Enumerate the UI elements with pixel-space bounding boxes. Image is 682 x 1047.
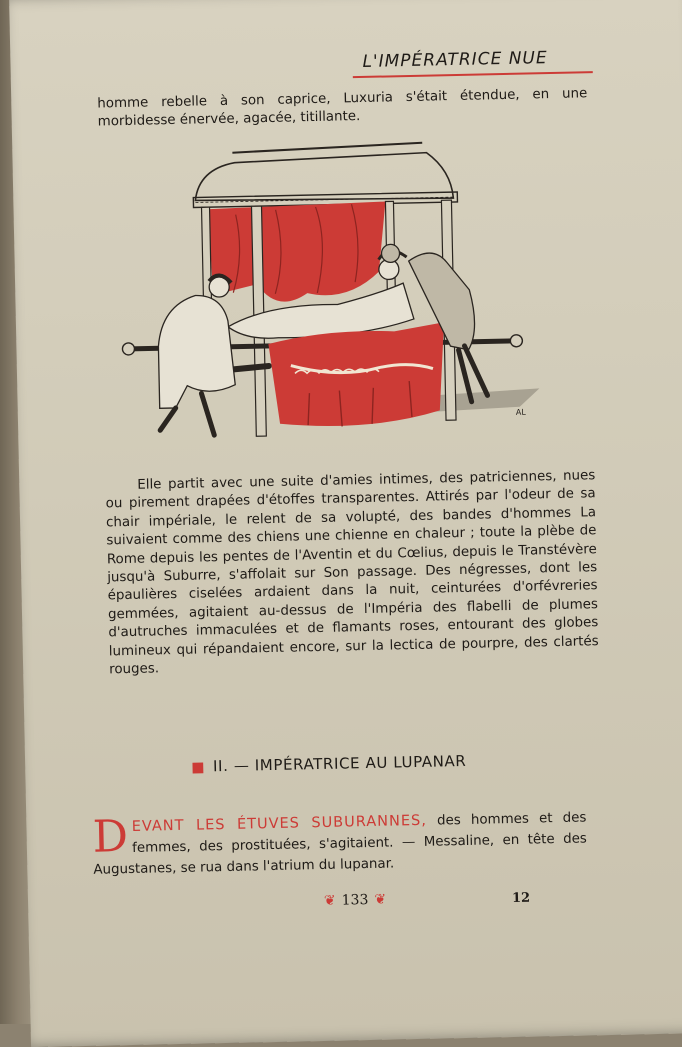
running-head-rule [353, 71, 593, 78]
bearer-left [157, 295, 235, 409]
section-heading [191, 751, 521, 776]
signature-mark: 12 [511, 890, 531, 907]
drop-cap: D [92, 811, 129, 863]
folio-ornament-right: ❦ [374, 891, 387, 908]
canopy-roof [194, 152, 453, 203]
folio [290, 891, 420, 910]
page-number: 133 [341, 892, 369, 909]
paragraph-procession: Elle partit avec une suite d'amies intimes, des patriciennes, nues ou pirement drapées d'étoffes transparentes. Attirés par l'odeur de sa chair impériale, le relent de sa volupté, des bandes d'hommes La suivaient comme des chiens une chienne en chaleur ; toute la plèbe de Rome depuis les pentes de l'Aventin et du Cœlius, depuis le Transtévère jusqu'à Suburre, s'affolait sur Son passage. Des négresses, dont les épaulières ciselées ardaient dans la nuit, ceinturées d'orfévreries gemmées, agitaient au-dessus de l'Impéria des flabelli de plumes d'autruches immaculées et de flamants roses, entourant des globes lumineux qui répandaient encore, sur la lectica de pourpre, des clartés rouges. [105, 468, 599, 678]
section-mark: ■ [191, 759, 206, 776]
book-page [9, 0, 682, 1047]
running-head [362, 47, 595, 82]
opening-smallcaps: EVANT LES ÉTUVES SUBURANNES, [131, 812, 428, 835]
litter-illustration [114, 138, 550, 457]
paragraph-lupanar [92, 807, 587, 880]
folio-ornament-left: ❦ [323, 892, 336, 909]
artist-monogram: AL [515, 407, 526, 417]
paragraph-top: homme rebelle à son caprice, Luxuria s'était étendue, en une morbidesse énervée, agacée, titillante. [97, 86, 588, 130]
running-head-text: L'IMPÉRATRICE NUE [362, 48, 548, 72]
canopy-rail [232, 143, 422, 153]
section-title-text: II. — IMPÉRATRICE AU LUPANAR [212, 751, 467, 776]
paragraph-lupanar-rest: des hommes et des femmes, des prostituées, s'agitaient. — Messaline, en tête des Augustanes, se rua dans l'atrium du lupanar. [93, 810, 587, 878]
